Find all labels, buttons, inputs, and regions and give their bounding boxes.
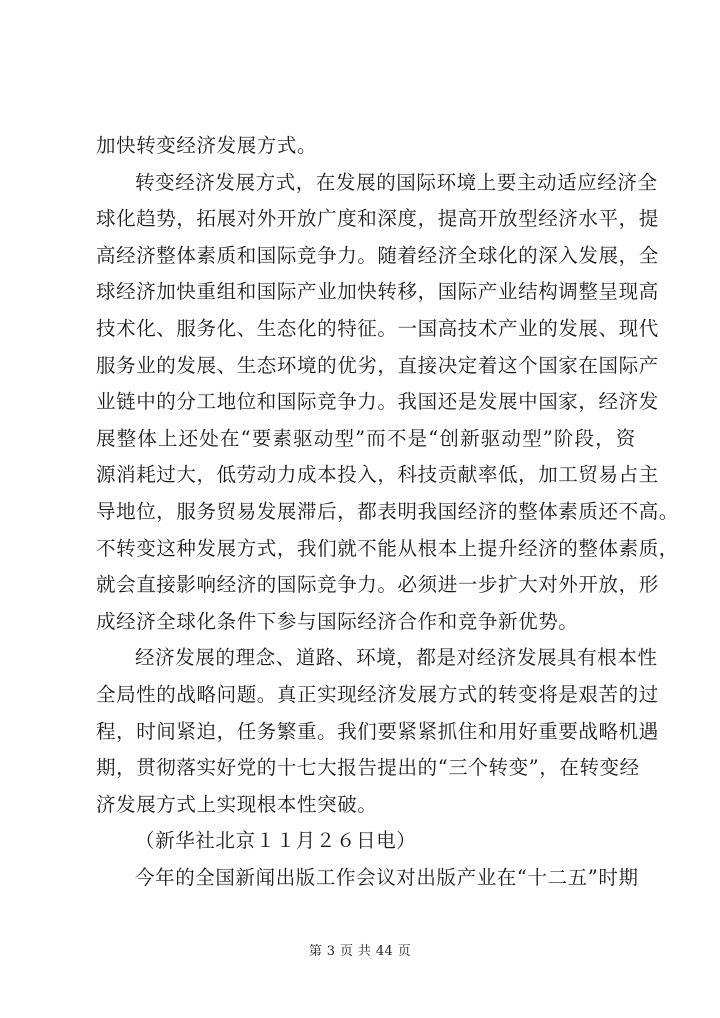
text-line: （新华社北京１１月２６日电） — [135, 829, 417, 853]
text-line: 今年的全国新闻出版工作会议对出版产业在“十二五”时期 — [135, 865, 639, 889]
text-line: 服务业的发展、生态环境的优劣，直接决定着这个国家在国际产 — [96, 353, 659, 377]
text-line: 经济发展的理念、道路、环境，都是对经济发展具有根本性 — [135, 646, 658, 670]
text-line: 球化趋势，拓展对外开放广度和深度，提高开放型经济水平，提 — [96, 207, 659, 231]
text-line: 转变经济发展方式，在发展的国际环境上要主动适应经济全 — [135, 170, 658, 194]
text-line: 成经济全球化条件下参与国际经济合作和竞争新优势。 — [96, 609, 579, 633]
document-body — [96, 128, 679, 896]
text-line: 就会直接影响经济的国际竞争力。必须进一步扩大对外开放，形 — [96, 573, 659, 597]
text-line: 球经济加快重组和国际产业加快转移，国际产业结构调整呈现高 — [96, 280, 659, 304]
text-line: 全局性的战略问题。真正实现经济发展方式的转变将是艰苦的过 — [96, 682, 659, 706]
text-line: 源消耗过大，低劳动力成本投入，科技贡献率低，加工贸易占主 — [96, 463, 659, 487]
text-line: 技术化、服务化、生态化的特征。一国高技术产业的发展、现代 — [96, 316, 659, 340]
text-line: 业链中的分工地位和国际竞争力。我国还是发展中国家，经济发 — [96, 390, 659, 414]
text-line: 不转变这种发展方式，我们就不能从根本上提升经济的整体素质， — [96, 536, 679, 560]
text-line: 加快转变经济发展方式。 — [96, 134, 318, 157]
text-line: 高经济整体素质和国际竞争力。随着经济全球化的深入发展，全 — [96, 243, 659, 267]
text-line: 期，贯彻落实好党的十七大报告提出的“三个转变”，在转变经 — [96, 756, 640, 780]
text-line: 济发展方式上实现根本性突破。 — [96, 792, 378, 816]
text-line: 导地位，服务贸易发展滞后，都表明我国经济的整体素质还不高。 — [96, 499, 679, 523]
text-line: 程，时间紧迫，任务繁重。我们要紧紧抓住和用好重要战略机遇 — [96, 719, 659, 743]
page-footer: 第 3 页 共 44 页 — [308, 944, 412, 959]
text-line: 展整体上还处在“要素驱动型”而不是“创新驱动型”阶段，资 — [96, 426, 636, 450]
